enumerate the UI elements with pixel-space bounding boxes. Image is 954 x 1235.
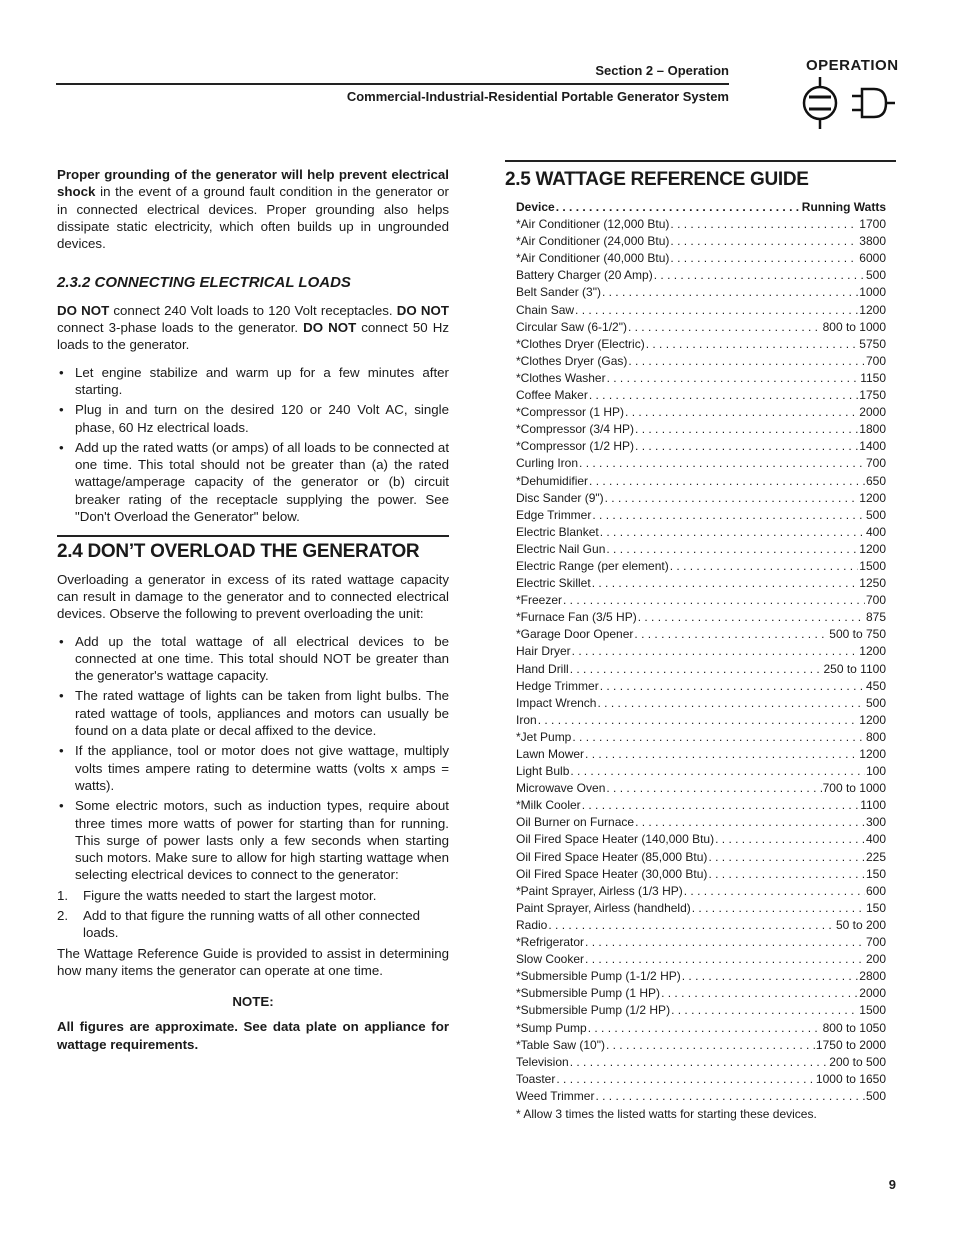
table-row: [516, 439, 886, 456]
watts-cell: 225: [865, 849, 886, 864]
device-cell: Oil Fired Space Heater (140,000 Btu): [516, 832, 715, 847]
section-2-5-heading: 2.5 WATTAGE REFERENCE GUIDE: [505, 169, 809, 190]
table-row: [516, 559, 886, 576]
grounding-bold-lead: Proper grounding of the generator will help prevent electrical shock: [57, 167, 449, 200]
table-row: [516, 644, 886, 661]
table-row: [516, 918, 886, 935]
watts-cell: 1700: [859, 217, 886, 232]
device-cell: *Clothes Dryer (Electric): [516, 336, 645, 351]
grounding-paragraph: [57, 166, 449, 252]
device-cell: Electric Blanket: [516, 524, 599, 539]
watts-cell: 500 to 750: [829, 627, 886, 642]
table-row: [516, 1021, 886, 1038]
table-row: [516, 781, 886, 798]
watts-cell: 700: [865, 456, 886, 471]
device-cell: Chain Saw: [516, 302, 575, 317]
table-row: [516, 268, 886, 285]
watts-cell: 250 to 1100: [823, 661, 886, 676]
table-row: [516, 217, 886, 234]
device-cell: Impact Wrench: [516, 695, 597, 710]
wattage-table: [516, 200, 886, 1106]
watts-cell: 1800: [859, 422, 886, 437]
device-cell: Curling Iron: [516, 456, 579, 471]
device-cell: Belt Sander (3"): [516, 285, 601, 300]
watts-cell: 200 to 500: [829, 1054, 886, 1069]
watts-cell: 1500: [859, 558, 886, 573]
do-not-label: DO NOT: [396, 302, 449, 318]
watts-cell: 500: [865, 507, 886, 522]
table-row: [516, 867, 886, 884]
device-cell: *Air Conditioner (40,000 Btu): [516, 251, 670, 266]
watts-cell: 1200: [859, 644, 886, 659]
right-column: [505, 160, 896, 1121]
watts-cell: 700: [865, 935, 886, 950]
watts-cell: 700 to 1000: [822, 781, 886, 796]
table-row: [516, 422, 886, 439]
watts-cell: 50 to 200: [835, 917, 886, 932]
watts-cell: 1750: [859, 388, 886, 403]
device-cell: Lawn Mower: [516, 747, 585, 761]
section-label: Section 2 – Operation: [595, 63, 729, 78]
table-row: [516, 337, 886, 354]
watts-cell: 1150: [860, 370, 886, 385]
device-cell: Oil Fired Space Heater (85,000 Btu): [516, 849, 708, 864]
device-cell: *Clothes Washer: [516, 370, 606, 385]
device-cell: Disc Sander (9"): [516, 490, 604, 505]
watts-cell: 100: [865, 764, 886, 779]
watts-cell: 1250: [859, 576, 886, 591]
table-row: [516, 764, 886, 781]
watts-cell: 1000: [859, 285, 886, 300]
watts-cell: 400: [865, 524, 886, 539]
watts-cell: 1200: [859, 490, 886, 505]
device-cell: Oil Burner on Furnace: [516, 815, 635, 830]
table-row: [516, 405, 886, 422]
connecting-text: connect 3-phase loads to the generator.: [57, 320, 304, 336]
table-row: [516, 901, 886, 918]
watts-cell: 1200: [859, 302, 886, 317]
watts-cell: 800 to 1050: [822, 1020, 886, 1035]
device-cell: *Compressor (1/2 HP): [516, 439, 635, 454]
device-cell: *Refrigerator: [516, 935, 585, 950]
table-row: [516, 627, 886, 644]
device-cell: Coffee Maker: [516, 388, 588, 403]
starting-steps: [57, 887, 449, 942]
document-subtitle: Commercial-Industrial-Residential Portable Generator System: [346, 89, 729, 104]
table-row: [516, 679, 886, 696]
list-item: [57, 907, 449, 942]
device-cell: *Air Conditioner (24,000 Btu): [516, 234, 670, 249]
table-row: [516, 303, 886, 320]
step-text: Figure the watts needed to start the largest motor.: [83, 887, 377, 903]
table-row: [516, 371, 886, 388]
table-row: [516, 730, 886, 747]
table-row: [516, 1055, 886, 1072]
device-cell: Circular Saw (6-1/2"): [516, 319, 627, 334]
table-row: [516, 285, 886, 302]
table-header-row: [516, 200, 886, 217]
watts-cell: 600: [865, 883, 886, 898]
watts-cell: 1500: [859, 1003, 886, 1018]
watts-cell: 700: [865, 593, 886, 608]
device-cell: Oil Fired Space Heater (30,000 Btu): [516, 866, 708, 881]
watts-cell: 2000: [859, 405, 886, 420]
table-row: [516, 388, 886, 405]
watts-cell: 200: [865, 952, 886, 967]
table-row: [516, 713, 886, 730]
watts-cell: 1100: [860, 798, 886, 813]
watts-cell: 3800: [859, 234, 886, 249]
grounding-text: in the event of a ground fault condition in the generator or in connected electrical devices. Proper grounding also helps dissipate static electricity, which often builds up in ungrounded devices.: [57, 184, 449, 252]
device-cell: Paint Sprayer, Airless (handheld): [516, 900, 691, 915]
device-cell: Radio: [516, 917, 548, 932]
table-row: [516, 354, 886, 371]
table-row: [516, 662, 886, 679]
watts-cell: 2800: [859, 969, 886, 984]
watts-cell: 1200: [859, 747, 886, 761]
list-item: • Plug in and turn on the desired 120 or 240 Volt AC, single phase, 60 Hz electrical loads.: [57, 401, 449, 436]
note-title: NOTE:: [232, 994, 274, 1010]
device-cell: *Sump Pump: [516, 1020, 587, 1035]
list-item: • Let engine stabilize and warm up for a few minutes after starting.: [57, 364, 449, 399]
device-cell: *Dehumidifier: [516, 473, 589, 488]
note-text: All figures are approximate. See data plate on appliance for wattage requirements.: [57, 1019, 449, 1052]
watts-cell: 5750: [859, 336, 886, 351]
table-row: [516, 798, 886, 815]
watts-cell: 300: [865, 815, 886, 830]
device-cell: *Compressor (3/4 HP): [516, 422, 635, 437]
watts-cell: 1750 to 2000: [815, 1037, 886, 1052]
table-row: [516, 576, 886, 593]
do-not-label: DO NOT: [57, 302, 110, 318]
wattage-footnote: * Allow 3 times the listed watts for starting these devices.: [516, 1106, 817, 1121]
watts-cell: 800: [865, 729, 886, 744]
list-item: [57, 887, 449, 904]
device-cell: Electric Skillet: [516, 576, 591, 591]
device-cell: Microwave Oven: [516, 781, 606, 796]
device-cell: Edge Trimmer: [516, 507, 592, 522]
device-cell: Electric Range (per element): [516, 558, 669, 573]
device-cell: *Submersible Pump (1 HP): [516, 986, 661, 1001]
list-item: • Add up the rated watts (or amps) of all loads to be connected at one time. This total should not be greater than (a) the rated wattage/amperage capacity of the generator or (b) circuit breaker rating of the receptacle supplying the power. See "Don't Overload the Generator" below.: [57, 439, 449, 525]
device-cell: *Furnace Fan (3/5 HP): [516, 610, 637, 625]
plug-receptacle-icon: [800, 77, 896, 129]
device-cell: Hedge Trimmer: [516, 678, 599, 693]
table-row: [516, 969, 886, 986]
table-row: [516, 593, 886, 610]
watts-column-header: Running Watts: [801, 200, 886, 214]
step-number: 1.: [57, 887, 69, 903]
overload-bullets: [57, 633, 449, 884]
page-number: 9: [888, 1177, 896, 1192]
device-cell: *Clothes Dryer (Gas): [516, 353, 628, 368]
device-cell: Toaster: [516, 1071, 556, 1086]
table-row: [516, 456, 886, 473]
table-row: [516, 696, 886, 713]
device-cell: Hair Dryer: [516, 644, 571, 659]
device-column-header: Device: [516, 200, 555, 214]
connecting-text: connect 50 Hz loads to the generator.: [57, 320, 449, 353]
device-cell: Battery Charger (20 Amp): [516, 268, 653, 283]
watts-cell: 1400: [859, 439, 886, 454]
table-row: [516, 935, 886, 952]
watts-cell: 500: [865, 695, 886, 710]
table-row: [516, 234, 886, 251]
table-row: [516, 884, 886, 901]
watts-cell: 150: [865, 866, 886, 881]
watts-cell: 1200: [859, 541, 886, 556]
watts-cell: 800 to 1000: [822, 319, 886, 334]
connecting-loads-paragraph: [57, 302, 449, 354]
do-not-label: DO NOT: [303, 320, 357, 336]
table-row: [516, 850, 886, 867]
table-row: [516, 1003, 886, 1020]
section-2-3-2-heading: 2.3.2 CONNECTING ELECTRICAL LOADS: [57, 274, 351, 292]
left-column: [57, 166, 449, 1053]
watts-cell: 500: [865, 268, 886, 283]
watts-cell: 450: [865, 678, 886, 693]
table-row: [516, 251, 886, 268]
table-row: [516, 815, 886, 832]
list-item: • Some electric motors, such as induction types, require about three times more watts of power for starting than for running. This surge of power lasts only a few seconds when starting such motors. Make sure to allow for high starting wattage when selecting electrical devices to connect to the generator:: [57, 797, 449, 883]
table-row: [516, 542, 886, 559]
table-row: [516, 1072, 886, 1089]
device-cell: *Jet Pump: [516, 729, 572, 744]
table-row: [516, 508, 886, 525]
device-cell: Light Bulb: [516, 764, 570, 779]
list-item: • If the appliance, tool or motor does not give wattage, multiply volts times ampere rating to determine watts (volts x amps = watts).: [57, 742, 449, 794]
device-cell: *Milk Cooler: [516, 798, 581, 813]
section-rule: [505, 160, 896, 162]
watts-cell: 6000: [859, 251, 886, 266]
device-cell: *Table Saw (10"): [516, 1037, 605, 1052]
watts-cell: 400: [865, 832, 886, 847]
list-item: • Add up the total wattage of all electrical devices to be connected at one time. This total should NOT be greater than the generator's wattage capacity.: [57, 633, 449, 685]
connecting-text: connect 240 Volt loads to 120 Volt receptacles.: [109, 302, 397, 318]
table-row: [516, 952, 886, 969]
table-row: [516, 320, 886, 337]
watts-cell: 2000: [859, 986, 886, 1001]
device-cell: *Compressor (1 HP): [516, 405, 625, 420]
watts-cell: 700: [865, 353, 886, 368]
overload-closing: The Wattage Reference Guide is provided to assist in determining how many items the generator can operate at one time.: [57, 945, 449, 978]
device-cell: *Submersible Pump (1/2 HP): [516, 1003, 671, 1018]
watts-cell: 650: [865, 473, 886, 488]
device-cell: *Freezer: [516, 593, 563, 608]
section-rule: [57, 535, 449, 537]
device-cell: Iron: [516, 712, 537, 727]
section-2-4-heading: 2.4 DON’T OVERLOAD THE GENERATOR: [57, 541, 420, 563]
device-cell: *Submersible Pump (1-1/2 HP): [516, 969, 681, 984]
table-row: [516, 474, 886, 491]
overload-intro: Overloading a generator in excess of its rated wattage capacity can result in damage to the generator and to connected electrical devices. Observe the following to prevent overloading the unit:: [57, 571, 449, 622]
device-cell: Electric Nail Gun: [516, 541, 606, 556]
device-cell: *Air Conditioner (12,000 Btu): [516, 217, 670, 232]
operation-badge-title: OPERATION: [806, 57, 899, 74]
list-item: • The rated wattage of lights can be taken from light bulbs. The rated wattage of tools, appliances and motors can usually be found on a data plate or decal affixed to the device.: [57, 687, 449, 739]
step-number: 2.: [57, 907, 69, 923]
watts-cell: 1200: [859, 712, 886, 727]
connecting-loads-bullets: [57, 364, 449, 526]
device-cell: Weed Trimmer: [516, 1088, 595, 1103]
watts-cell: 875: [865, 610, 886, 625]
watts-cell: 500: [865, 1088, 886, 1103]
watts-cell: 1000 to 1650: [815, 1071, 886, 1086]
table-row: [516, 1089, 886, 1106]
table-row: [516, 1038, 886, 1055]
watts-cell: 150: [865, 900, 886, 915]
table-row: [516, 986, 886, 1003]
table-row: [516, 832, 886, 849]
step-text: Add to that figure the running watts of all other connected loads.: [83, 907, 421, 941]
device-cell: Television: [516, 1054, 569, 1069]
table-row: [516, 747, 886, 764]
device-cell: *Garage Door Opener: [516, 627, 634, 642]
table-row: [516, 610, 886, 627]
table-row: [516, 491, 886, 508]
device-cell: Slow Cooker: [516, 952, 585, 967]
device-cell: *Paint Sprayer, Airless (1/3 HP): [516, 883, 683, 898]
device-cell: Hand Drill: [516, 661, 569, 676]
table-row: [516, 525, 886, 542]
header-rule: [56, 83, 729, 85]
